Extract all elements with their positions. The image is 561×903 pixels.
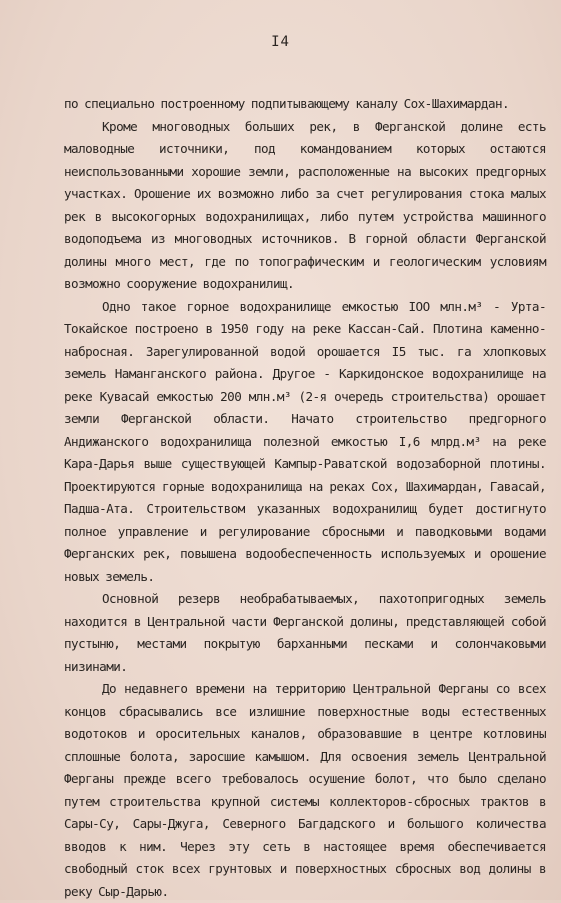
- paragraph-3: Одно такое горное водохранилище емкостью IOO млн.м³ - Урта-Токайское построено в 1950 году на реке Кассан-Сай. Плотина каменно-набросная. Зарегулированной водой орошается I5 тыс. га хлопковых земель Наманганского района. Другое - Каркидонское водохранилище на реке Кувасай емкостью 200 млн.м³ (2-я очередь строительства) орошает земли Ферганской области. Начато строительство предгорного Андижанского водохранилища полезной емкостью I,6 млрд.м³ на реке Кара-Дарья выше существующей Кампыр-Раватской водозаборной плотины. Проектируются горные водохранилища на реках Сох, Шахимардан, Гавасай, Падша-Ата. Строительством указанных водохранилищ будет достигнуто полное управление и регулирование сбросными и паводковыми водами Ферганских рек, повышена водообеспеченность используемых и орошение новых земель.: [64, 298, 546, 584]
- document-body: [64, 93, 546, 903]
- page-number: I4: [271, 34, 290, 50]
- paragraph-1: по специально построенному подпитывающему каналу Сох-Шахимардан.: [64, 96, 510, 111]
- paragraph-2: Кроме многоводных больших рек, в Ферганской долине есть маловодные источники, под командованием которых остаются неиспользованными хорошие земли, расположенные на высоких предгорных участках. Орошение их возможно либо за счет регулирования стока малых рек в высокогорных водохранилищах, либо путем устройства машинного водоподъема из многоводных источников. В горной области Ферганской долины много мест, где по топографическим и геологическим условиям возможно сооружение водохранилищ.: [64, 118, 546, 291]
- paragraph-4: Основной резерв необрабатываемых, пахотопригодных земель находится в Центральной части Ферганской долины, представляющей собой пустыню, местами покрытую барханными песками и солончаковыми низинами.: [64, 591, 546, 674]
- paragraph-5: До недавнего времени на территорию Центральной Ферганы со всех концов сбрасывались все излишние поверхностные воды естественных водотоков и оросительных каналов, образовавшие в центре котловины сплошные болота, заросшие камышом. Для освоения земель Центральной Ферганы прежде всего требовалось осушение болот, что было сделано путем строительства крупной системы коллекторов-сбросных трактов в Сары-Су, Сары-Джуга, Северного Багдадского и большого количества вводов к ним. Через эту сеть в настоящее время обеспечивается свободный сток всех грунтовых и поверхностных сбросных вод долины в реку Сыр-Дарью.: [64, 681, 546, 899]
